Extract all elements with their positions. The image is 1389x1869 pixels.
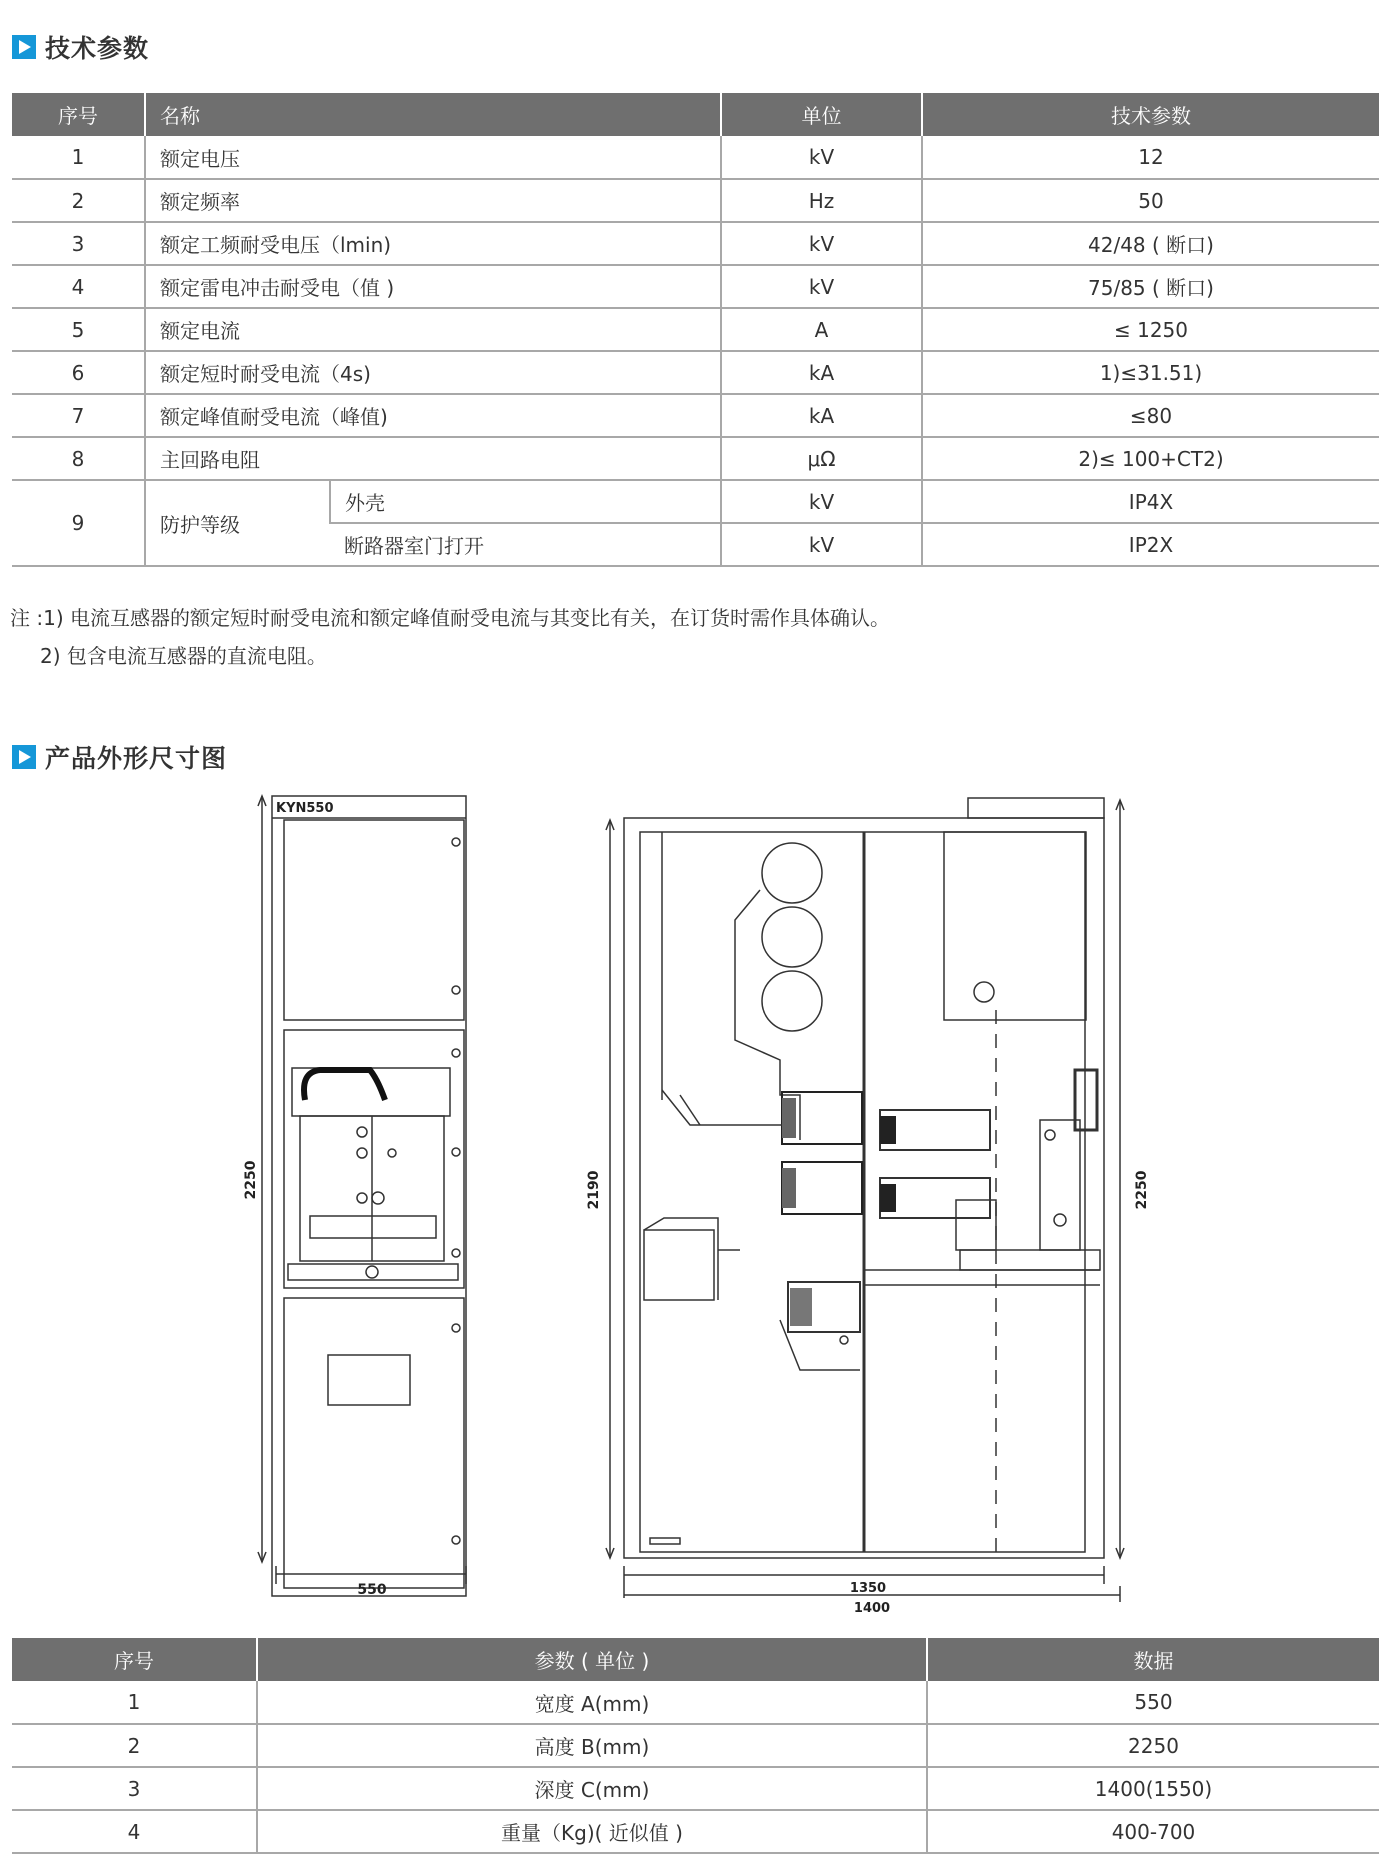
table-row xyxy=(12,265,1379,308)
row-value: 1)≤31.51) xyxy=(922,351,1379,394)
front-width-dim: 550 xyxy=(357,1582,387,1598)
table-header-row xyxy=(12,1638,1379,1681)
row-name: 防护等级 xyxy=(145,480,330,566)
row-name: 额定电流 xyxy=(145,308,721,351)
row-value: 550 xyxy=(927,1681,1379,1724)
row-unit: kV xyxy=(721,265,922,308)
header-param: 参数 ( 单位 ) xyxy=(257,1638,927,1681)
row-param: 重量（Kg)( 近似值 ) xyxy=(257,1810,927,1853)
side-depth-inner-dim: 1350 xyxy=(849,1581,887,1596)
dimension-drawing xyxy=(0,780,1389,1620)
row-subname: 断路器室门打开 xyxy=(330,523,721,566)
row-value: 75/85 ( 断口) xyxy=(922,265,1379,308)
row-unit: kV xyxy=(721,136,922,179)
header-unit: 单位 xyxy=(721,93,922,136)
header-value: 数据 xyxy=(927,1638,1379,1681)
tech-params-table xyxy=(12,93,1379,567)
row-value: IP2X xyxy=(922,523,1379,566)
row-name: 额定峰值耐受电流（峰值) xyxy=(145,394,721,437)
front-view xyxy=(243,796,466,1598)
row-no: 2 xyxy=(12,179,145,222)
dimensions-table xyxy=(12,1638,1379,1854)
row-unit: kV xyxy=(721,222,922,265)
section-title-tech-params xyxy=(12,30,149,64)
front-view-label: KYN550 xyxy=(276,801,334,816)
row-no: 3 xyxy=(12,222,145,265)
row-value: 12 xyxy=(922,136,1379,179)
table-row xyxy=(12,1681,1379,1724)
row-value: 42/48 ( 断口) xyxy=(922,222,1379,265)
row-value: 50 xyxy=(922,179,1379,222)
row-value: 400-700 xyxy=(927,1810,1379,1853)
row-name: 额定短时耐受电流（4s) xyxy=(145,351,721,394)
note-line-2: 2) 包含电流互感器的直流电阻。 xyxy=(40,644,327,668)
section-title-dimensions xyxy=(12,740,227,774)
row-unit: kV xyxy=(721,523,922,566)
row-no: 7 xyxy=(12,394,145,437)
row-no: 9 xyxy=(12,480,145,566)
row-no: 1 xyxy=(12,1681,257,1724)
row-no: 2 xyxy=(12,1724,257,1767)
section-title-text: 产品外形尺寸图 xyxy=(45,744,228,773)
row-value: 2250 xyxy=(927,1724,1379,1767)
table-row xyxy=(12,136,1379,179)
row-value: 2)≤ 100+CT2) xyxy=(922,437,1379,480)
table-row xyxy=(12,394,1379,437)
row-name: 额定电压 xyxy=(145,136,721,179)
row-no: 3 xyxy=(12,1767,257,1810)
table-row xyxy=(12,222,1379,265)
section-title-text: 技术参数 xyxy=(45,34,150,63)
row-no: 6 xyxy=(12,351,145,394)
row-value: 1400(1550) xyxy=(927,1767,1379,1810)
row-name: 额定雷电冲击耐受电（值 ) xyxy=(145,265,721,308)
table-row xyxy=(12,179,1379,222)
table-row xyxy=(12,437,1379,480)
side-depth-outer-dim: 1400 xyxy=(853,1601,891,1616)
row-value: IP4X xyxy=(922,480,1379,523)
row-param: 深度 C(mm) xyxy=(257,1767,927,1810)
table-header-row xyxy=(12,93,1379,136)
play-triangle-icon xyxy=(12,35,36,59)
row-no: 4 xyxy=(12,1810,257,1853)
row-no: 1 xyxy=(12,136,145,179)
table-row xyxy=(12,1767,1379,1810)
table-row xyxy=(12,1724,1379,1767)
row-unit: kV xyxy=(721,480,922,523)
row-unit: kA xyxy=(721,351,922,394)
table-row xyxy=(12,1810,1379,1853)
row-unit: Hz xyxy=(721,179,922,222)
header-name: 名称 xyxy=(145,93,721,136)
side-view xyxy=(586,798,1150,1616)
row-name: 额定工频耐受电压（lmin) xyxy=(145,222,721,265)
row-name: 额定频率 xyxy=(145,179,721,222)
note-line-1: 注 :1) 电流互感器的额定短时耐受电流和额定峰值耐受电流与其变比有关，在订货时需作具体确认。 xyxy=(10,606,890,630)
row-unit: kA xyxy=(721,394,922,437)
table-row xyxy=(12,351,1379,394)
header-value: 技术参数 xyxy=(922,93,1379,136)
row-unit: μΩ xyxy=(721,437,922,480)
header-no: 序号 xyxy=(12,93,145,136)
row-name: 主回路电阻 xyxy=(145,437,721,480)
row-param: 宽度 A(mm) xyxy=(257,1681,927,1724)
row-no: 4 xyxy=(12,265,145,308)
header-no: 序号 xyxy=(12,1638,257,1681)
row-param: 高度 B(mm) xyxy=(257,1724,927,1767)
row-no: 5 xyxy=(12,308,145,351)
play-triangle-icon xyxy=(12,745,36,769)
side-height-inner-dim: 2190 xyxy=(586,1170,602,1210)
table-row xyxy=(12,308,1379,351)
row-value: ≤80 xyxy=(922,394,1379,437)
row-unit: A xyxy=(721,308,922,351)
table-row xyxy=(12,480,1379,523)
side-height-outer-dim: 2250 xyxy=(1134,1170,1150,1210)
row-subname: 外壳 xyxy=(330,480,721,523)
row-value: ≤ 1250 xyxy=(922,308,1379,351)
row-no: 8 xyxy=(12,437,145,480)
front-height-dim: 2250 xyxy=(243,1160,259,1200)
